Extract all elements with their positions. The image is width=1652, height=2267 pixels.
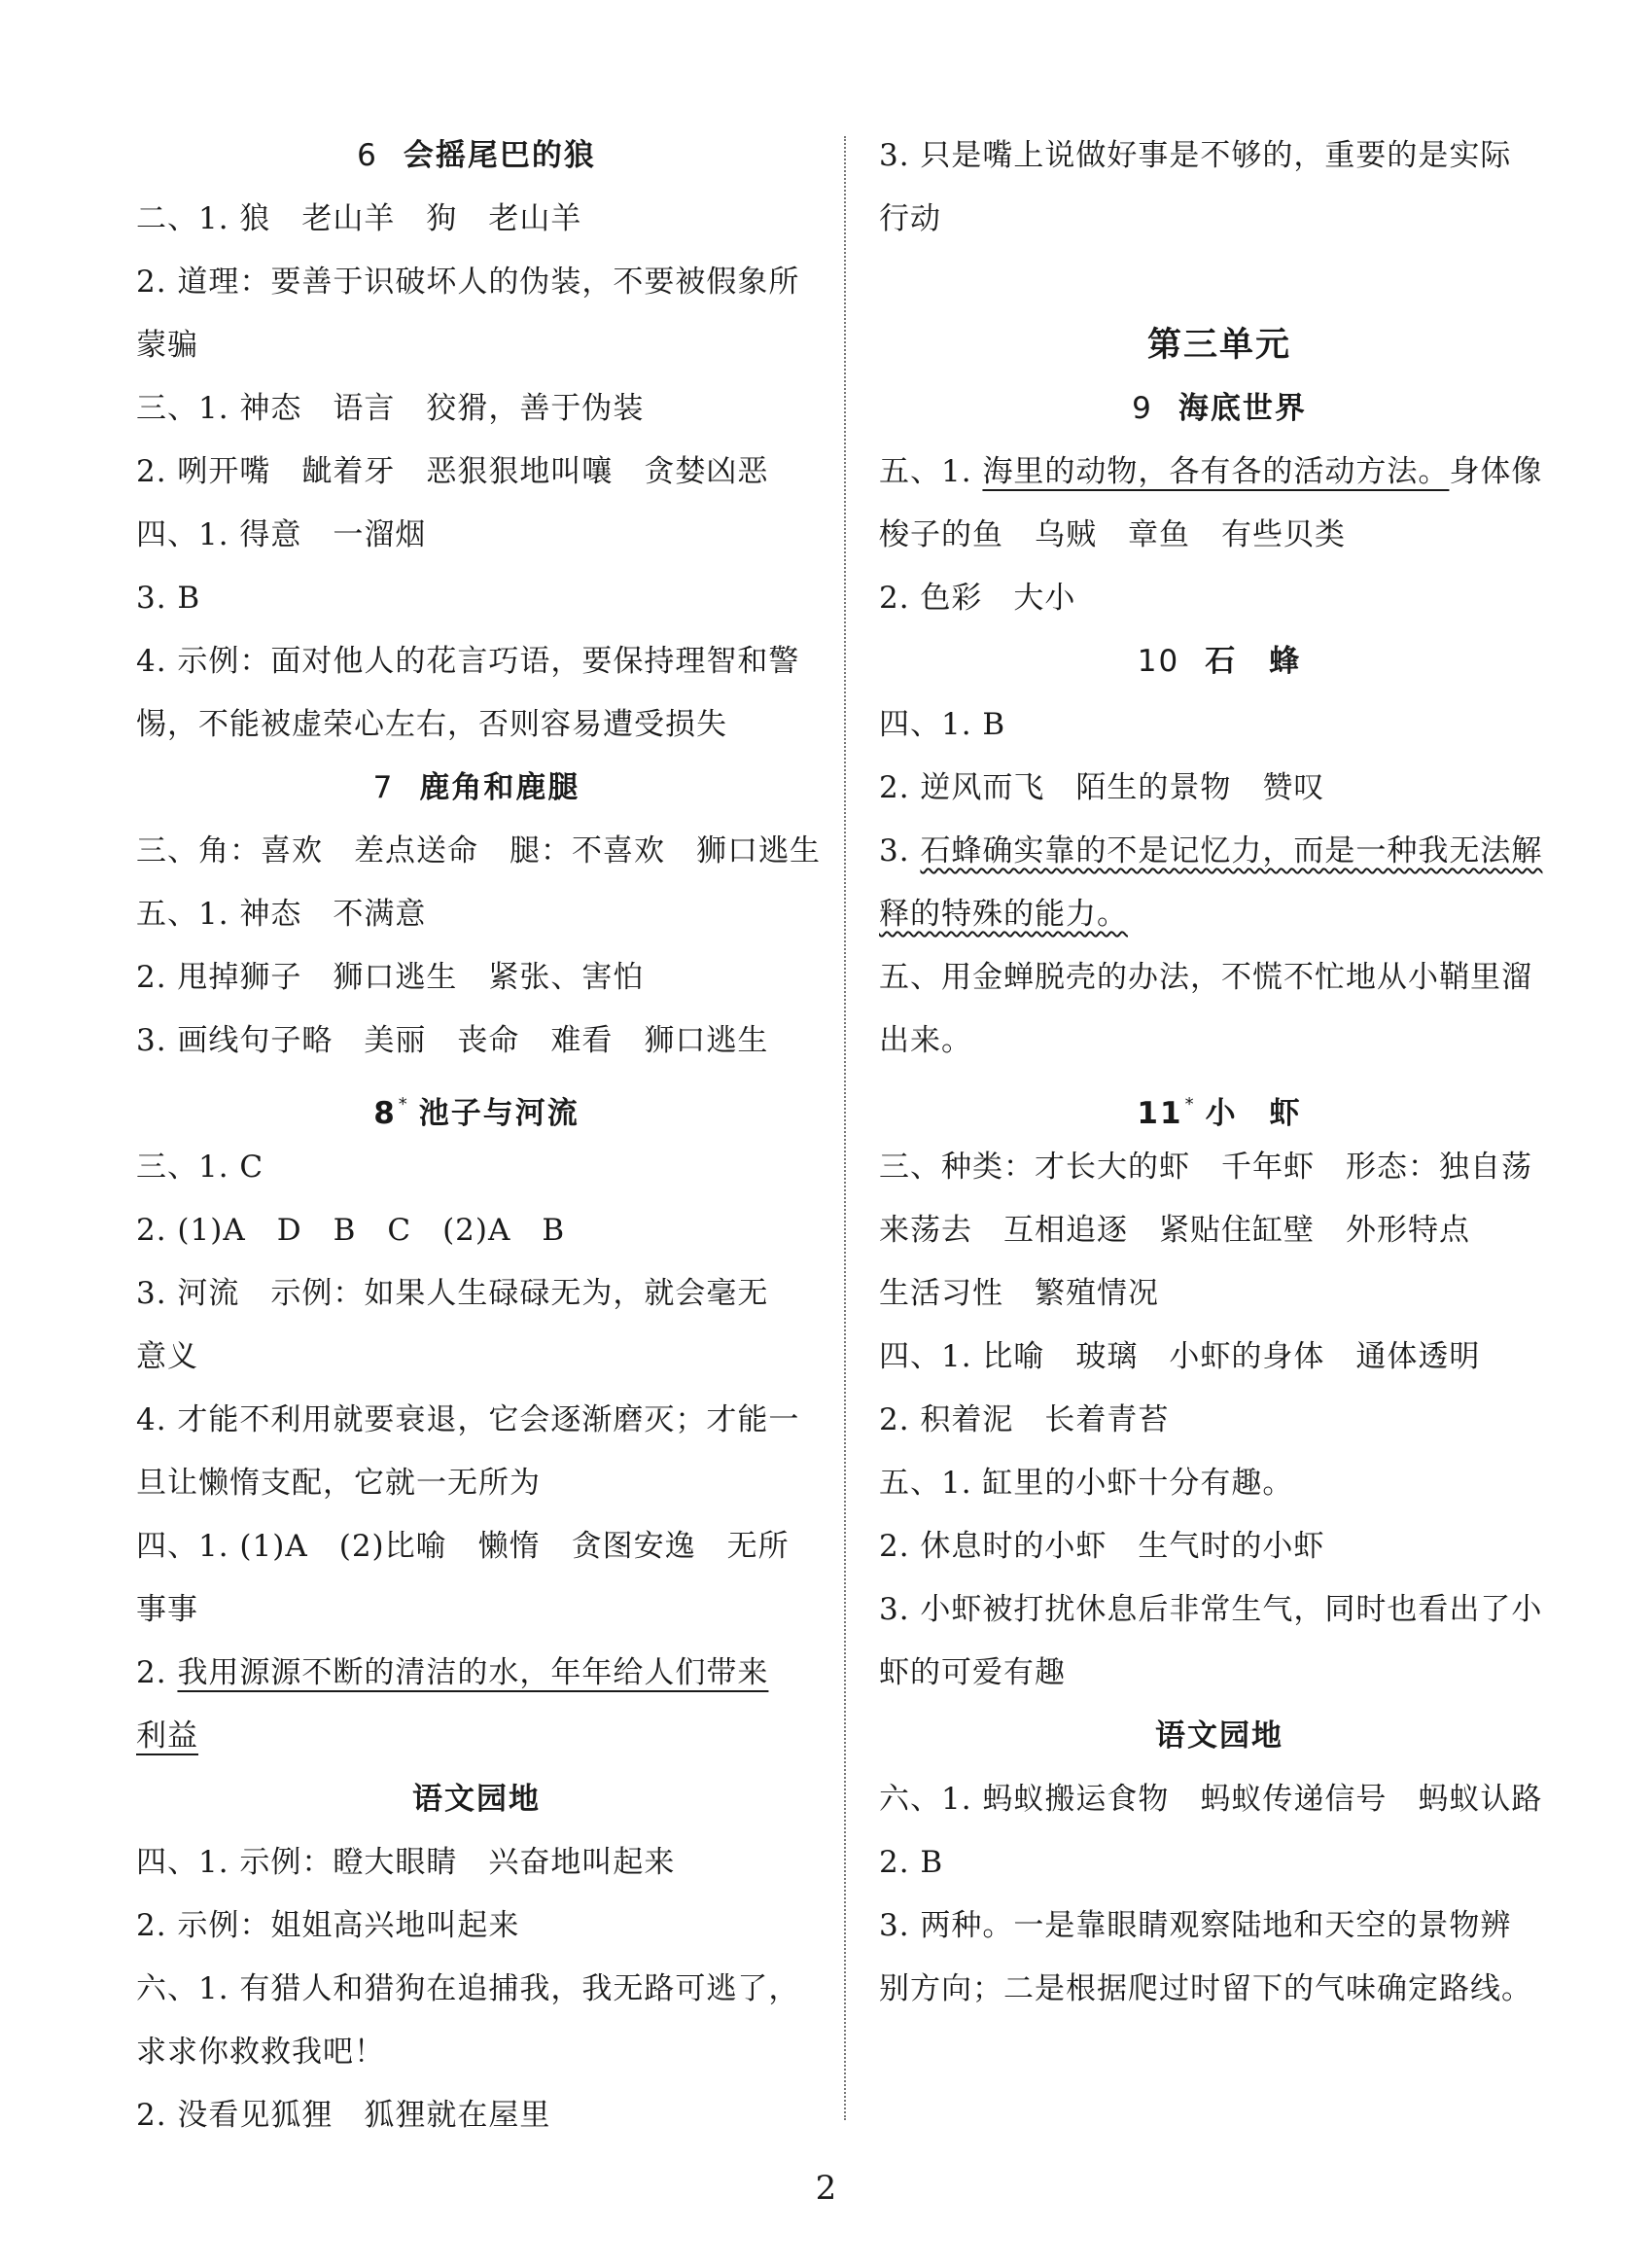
- answer-line: 4. 示例：面对他人的花言巧语，要保持理智和警: [136, 644, 800, 679]
- answer-line: 三、1. 神态 语言 狡猾，善于伪装: [136, 391, 645, 426]
- answer-line: 旦让懒惰支配，它就一无所为: [136, 1466, 541, 1501]
- answer-line: 三、种类：才长大的虾 千年虾 形态：独自荡: [879, 1150, 1532, 1185]
- wavy-underlined-sentence: 释的特殊的能力。: [879, 897, 1128, 932]
- answer-line: 三、1. C: [136, 1150, 264, 1185]
- answer-line: 2. (1)A D B C (2)A B: [136, 1213, 566, 1248]
- unit-title: 第三单元: [1146, 326, 1291, 365]
- lesson-7-title: 7 鹿角和鹿腿: [372, 770, 580, 805]
- language-garden-title: 语文园地: [1155, 1718, 1283, 1753]
- answer-line: 2. 甩掉狮子 狮口逃生 紧张、害怕: [136, 960, 645, 995]
- optional-lesson-mark: *: [398, 1094, 409, 1115]
- wavy-underlined-sentence: 石蜂确实靠的不是记忆力，而是一种我无法解: [920, 833, 1543, 868]
- answer-line: 四、1. B: [879, 707, 1006, 742]
- lesson-9-title: 9 海底世界: [1132, 391, 1307, 426]
- answer-line: 2. 我用源源不断的清洁的水，年年给人们带来: [136, 1655, 769, 1690]
- answer-line: 3. 小虾被打扰休息后非常生气，同时也看出了小: [879, 1592, 1543, 1627]
- answer-line: 3. 只是嘴上说做好事是不够的，重要的是实际: [879, 138, 1512, 173]
- underlined-sentence: 海里的动物，各有各的活动方法。: [982, 454, 1450, 489]
- answer-line: 五、1. 缸里的小虾十分有趣。: [879, 1466, 1294, 1501]
- lesson-11-title: 11 * 小 虾: [1137, 1094, 1302, 1131]
- answer-line: 蒙骗: [136, 328, 198, 363]
- spacer: [879, 251, 1560, 314]
- language-garden-title: 语文园地: [412, 1782, 541, 1817]
- answer-line: 虾的可爱有趣: [879, 1655, 1066, 1690]
- right-column: [879, 124, 1560, 2021]
- answer-line: 惕，不能被虚荣心左右，否则容易遭受损失: [136, 707, 727, 742]
- answer-line: 四、1. (1)A (2)比喻 懒惰 贪图安逸 无所: [136, 1529, 790, 1564]
- answer-line: 生活习性 繁殖情况: [879, 1276, 1159, 1311]
- answer-line: 五、1. 海里的动物，各有各的活动方法。身体像: [879, 454, 1543, 489]
- lesson-6-title: 6 会摇尾巴的狼: [357, 138, 596, 173]
- answer-line: 3. 两种。一是靠眼睛观察陆地和天空的景物辨: [879, 1908, 1512, 1943]
- column-divider: [844, 136, 846, 2120]
- answer-line: 三、角：喜欢 差点送命 腿：不喜欢 狮口逃生: [136, 833, 821, 868]
- answer-line: 四、1. 比喻 玻璃 小虾的身体 通体透明: [879, 1339, 1481, 1374]
- answer-line: 五、1. 神态 不满意: [136, 897, 427, 932]
- answer-line: [879, 883, 1560, 946]
- lesson-10-title: 10 石 蜂: [1137, 644, 1302, 679]
- answer-line: 3. B: [136, 581, 201, 616]
- answer-line: 2. 休息时的小虾 生气时的小虾: [879, 1529, 1325, 1564]
- answer-line: 四、1. 得意 一溜烟: [136, 517, 427, 552]
- answer-line: 2. 示例：姐姐高兴地叫起来: [136, 1908, 520, 1943]
- answer-line: 2. B: [879, 1845, 944, 1880]
- left-column: [136, 124, 821, 2147]
- answer-line: 2. 逆风而飞 陌生的景物 赞叹: [879, 770, 1325, 805]
- underlined-sentence: 我用源源不断的清洁的水，年年给人们带来: [177, 1655, 769, 1690]
- answer-line: 梭子的鱼 乌贼 章鱼 有些贝类: [879, 517, 1346, 552]
- underlined-sentence: 利益: [136, 1718, 198, 1753]
- answer-line: 2. 咧开嘴 龇着牙 恶狠狠地叫嚷 贪婪凶恶: [136, 454, 769, 489]
- answer-line: 3. 河流 示例：如果人生碌碌无为，就会毫无: [136, 1276, 769, 1311]
- answer-line: 行动: [879, 201, 941, 236]
- answer-line: 3. 画线句子略 美丽 丧命 难看 狮口逃生: [136, 1023, 769, 1058]
- answer-line: [136, 1705, 817, 1768]
- answer-line: 六、1. 有猎人和猎狗在追捕我，我无路可逃了，: [136, 1971, 800, 2006]
- answer-line: 五、用金蝉脱壳的办法，不慌不忙地从小鞘里溜: [879, 960, 1532, 995]
- answer-line: 六、1. 蚂蚁搬运食物 蚂蚁传递信号 蚂蚁认路: [879, 1782, 1543, 1817]
- answer-line: 4. 才能不利用就要衰退，它会逐渐磨灭；才能一: [136, 1402, 800, 1437]
- answer-line: 四、1. 示例：瞪大眼睛 兴奋地叫起来: [136, 1845, 676, 1880]
- answer-line: 二、1. 狼 老山羊 狗 老山羊: [136, 201, 582, 236]
- answer-line: 别方向；二是根据爬过时留下的气味确定路线。: [879, 1971, 1532, 2006]
- answer-line: 事事: [136, 1592, 198, 1627]
- answer-line: 2. 积着泥 长着青苔: [879, 1402, 1170, 1437]
- lesson-8-title: 8 * 池子与河流: [373, 1094, 580, 1131]
- optional-lesson-mark: *: [1184, 1094, 1196, 1115]
- answer-line: 2. 道理：要善于识破坏人的伪装，不要被假象所: [136, 265, 800, 300]
- answer-line: 意义: [136, 1339, 198, 1374]
- answer-line: 2. 没看见狐狸 狐狸就在屋里: [136, 2098, 551, 2133]
- page-number: 2: [815, 2169, 837, 2208]
- answer-line: 求求你救救我吧！: [136, 2035, 385, 2070]
- answer-line: 来荡去 互相追逐 紧贴住缸壁 外形特点: [879, 1213, 1470, 1248]
- answer-line: 2. 色彩 大小: [879, 581, 1076, 616]
- answer-line: 3. 石蜂确实靠的不是记忆力，而是一种我无法解: [879, 833, 1543, 868]
- answer-line: 出来。: [879, 1023, 972, 1058]
